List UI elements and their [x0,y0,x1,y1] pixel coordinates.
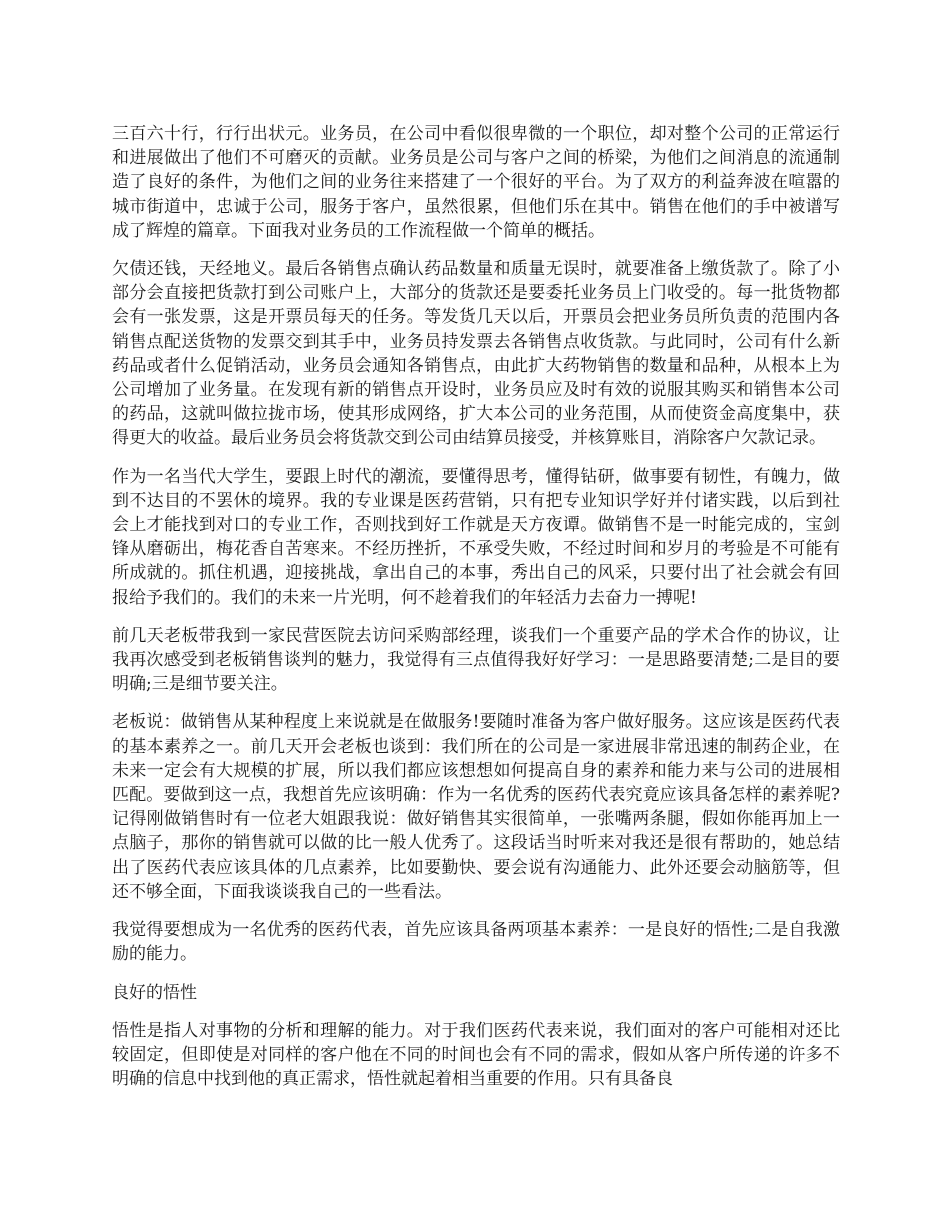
document-body [112,122,840,1105]
paragraph-boss-negotiation: 前几天老板带我到一家民营医院去访问采购部经理，谈我们一个重要产品的学术合作的协议，让我再次感受到老板销售谈判的魅力，我觉得有三点值得我好好学习：一是思路要清楚;二是目的要明确;三是细节要关注。 [112,625,840,695]
paragraph-two-qualities: 我觉得要想成为一名优秀的医药代表，首先应该具备两项基本素养：一是良好的悟性;二是自我激励的能力。 [112,920,840,965]
paragraph-intro: 三百六十行，行行出状元。业务员，在公司中看似很卑微的一个职位，却对整个公司的正常运行和进展做出了他们不可磨灭的贡献。业务员是公司与客户之间的桥梁，为他们之间消息的流通制造了良好的条件，为他们之间的业务往来搭建了一个很好的平台。为了双方的利益奔波在喧嚣的城市街道中，忠诚于公司，服务于客户，虽然很累，但他们乐在其中。销售在他们的手中被谱写成了辉煌的篇章。下面我对业务员的工作流程做一个简单的概括。 [112,124,840,241]
paragraph-payment-collection: 欠债还钱，天经地义。最后各销售点确认药品数量和质量无误时，就要准备上缴货款了。除了小部分会直接把货款打到公司账户上，大部分的货款还是要委托业务员上门收受的。每一批货物都会有一张发票，这是开票员每天的任务。等发货几天以后，开票员会把业务员所负责的范围内各销售点配送货物的发票交到其手中，业务员持发票去各销售点收货款。与此同时，公司有什么新药品或者什么促销活动，业务员会通知各销售点，由此扩大药物销售的数量和品种，从根本上为公司增加了业务量。在发现有新的销售点开设时，业务员应及时有效的说服其购买和销售本公司的药品，这就叫做拉拢市场，使其形成网络，扩大本公司的业务范围，从而使资金高度集中，获得更大的收益。最后业务员会将货款交到公司由结算员接受，并核算账目，消除客户欠款记录。 [112,259,840,449]
paragraph-student-reflection: 作为一名当代大学生，要跟上时代的潮流，要懂得思考，懂得钻研，做事要有韧性，有魄力，做到不达目的不罢休的境界。我的专业课是医药营销，只有把专业知识学好并付诸实践，以后到社会上才能找到对口的专业工作，否则找到好工作就是天方夜谭。做销售不是一时能完成的，宝剑锋从磨砺出，梅花香自苦寒来。不经历挫折，不承受失败，不经过时间和岁月的考验是不可能有所成就的。抓住机遇，迎接挑战，拿出自己的本事，秀出自己的风采，只要付出了社会就会有回报给予我们的。我们的未来一片光明，何不趁着我们的年轻活力去奋力一搏呢! [112,466,840,608]
paragraph-service-quality: 老板说：做销售从某种程度上来说就是在做服务!要随时准备为客户做好服务。这应该是医药代表的基本素养之一。前几天开会老板也谈到：我们所在的公司是一家进展非常迅速的制药企业，在未来一定会有大规模的扩展，所以我们都应该想想如何提高自身的素养和能力来与公司的进展相匹配。要做到这一点，我想首先应该明确：作为一名优秀的医药代表究竟应该具备怎样的素养呢?记得刚做销售时有一位老大姐跟我说：做好销售其实很简单，一张嘴两条腿，假如你能再加上一点脑子，那你的销售就可以做的比一般人优秀了。这段话当时听来对我还是很有帮助的，她总结出了医药代表应该具体的几点素养，比如要勤快、要会说有沟通能力、此外还要会动脑筋等，但还不够全面，下面我谈谈我自己的一些看法。 [112,712,840,902]
paragraph-perception: 悟性是指人对事物的分析和理解的能力。对于我们医药代表来说，我们面对的客户可能相对还比较固定，但即使是对同样的客户他在不同的时间也会有不同的需求，假如从客户所传递的许多不明确的信息中找到他的真正需求，悟性就起着相当重要的作用。只有具备良 [112,1020,840,1090]
section-heading: 良好的悟性 [112,982,197,1003]
